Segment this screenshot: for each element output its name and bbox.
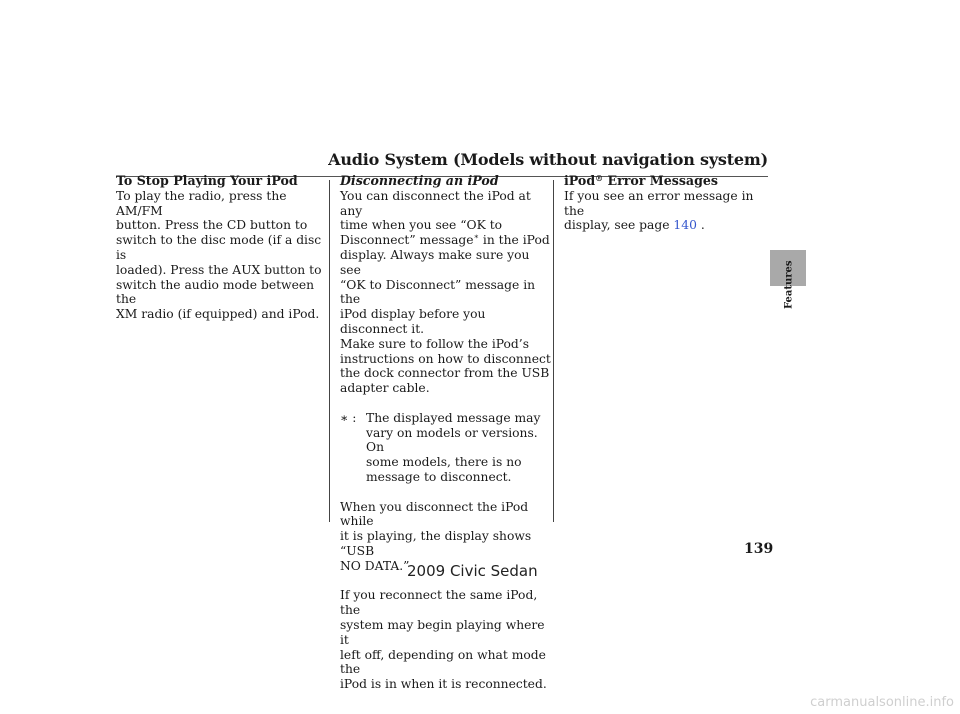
watermark-text: carmanualsonline.info [810, 695, 954, 710]
stop-playing-text: To play the radio, press the AM/FM button. Press the CD button to switch to the disc mode (if a disc is loaded). Press the AUX button to switch the audio mode between the XM radio (if equipped) and iPod. [116, 188, 322, 322]
registered-mark: ® [595, 173, 604, 183]
column-divider-2 [553, 180, 554, 522]
page-header-title: Audio System (Models without navigation system) [328, 150, 768, 169]
footnote-text: The displayed message may vary on models or versions. On some models, there is no message to disconnect. [366, 410, 541, 484]
column-divider-1 [329, 180, 330, 522]
column-3 [564, 174, 769, 233]
model-footer-label: 2009 Civic Sedan [407, 562, 538, 580]
disconnect-paragraph-1: You can disconnect the iPod at any time when you see “OK to Disconnect” message∗ in the iPod display. Always make sure you see “OK to Disconnect” message in the iPod display before you disconnect it. Make sure to follow the iPod’s instructions on how to disconnect the dock connector from the USB adapter cable. [340, 188, 551, 396]
page-140-link[interactable]: 140 [673, 218, 697, 233]
section-tab-label: Features [783, 260, 795, 309]
disconnect-paragraph-3: If you reconnect the same iPod, the system may begin playing where it left off, depending on what mode the iPod is in when it is reconnected. [340, 588, 547, 692]
section-heading-error-messages: iPod® Error Messages [564, 173, 718, 188]
footnote [340, 411, 552, 485]
column-2 [340, 174, 552, 692]
section-heading-stop-playing: To Stop Playing Your iPod [116, 173, 298, 188]
disconnect-paragraph-2: When you disconnect the iPod while it is playing, the display shows “USB NO DATA.” [340, 499, 532, 573]
error-messages-text: If you see an error message in the display, see page 140 . [564, 188, 754, 233]
section-heading-disconnecting: Disconnecting an iPod [340, 173, 499, 188]
page-number: 139 [744, 541, 774, 557]
footnote-star-mark: ∗ [473, 232, 480, 242]
footnote-marker: ∗ : [340, 410, 357, 425]
column-1 [116, 174, 326, 322]
